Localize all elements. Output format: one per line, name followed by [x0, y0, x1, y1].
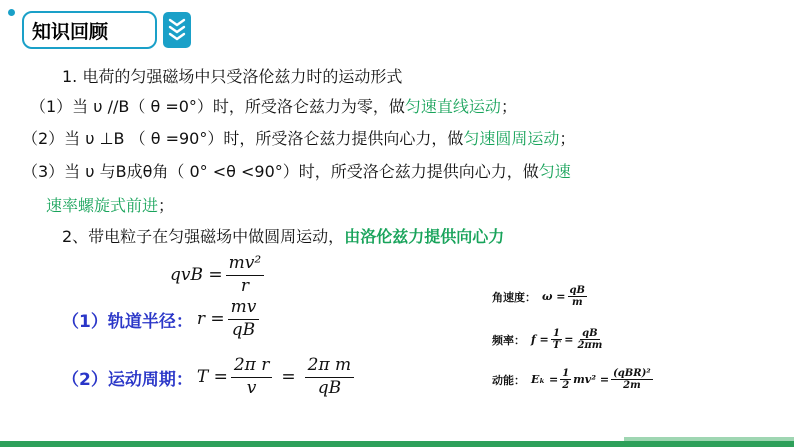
case-3-line: （3）当 υ 与B成θ角（ 0° <θ <90°）时，所受洛仑兹力提供向心力，做匀速 — [22, 162, 571, 181]
section-2-line: 2、带电粒子在匀强磁场中做圆周运动，由洛伦兹力提供向心力 — [62, 227, 505, 246]
angular-velocity-formula: 角速度： ω = $\frac{qB}{m}$ — [492, 285, 585, 308]
case-2-result: 匀速圆周运动 — [463, 129, 560, 148]
case-1-line: （1）当 υ //B（ θ =0°）时，所受洛仑兹力为零，做匀速直线运动； — [30, 97, 517, 116]
radius-fraction: $\frac{mv}{qB}$ — [228, 298, 260, 340]
section-title: 知识回顾 — [32, 20, 109, 43]
period-fraction-1: $\frac{\text{2π r}}{v}$ — [231, 356, 273, 398]
case-3-line-cont: 速率螺旋式前进； — [46, 196, 175, 215]
triple-chevron-down-icon[interactable] — [163, 12, 191, 48]
period-formula: （2）运动周期： T = $\frac{\text{2π r}}{v}$ = $\frac{\text{2π m}}{qB}$ — [62, 356, 357, 398]
case-3-result-end: 速率螺旋式前进 — [46, 196, 159, 215]
footer-bar — [0, 425, 794, 447]
section-2-highlight: 由洛伦兹力提供向心力 — [344, 227, 505, 246]
kinetic-energy-formula: 动能： Eₖ = $\frac{1}{2}$ mv² = $\frac{\text{(qBR)²}}{2m}$ — [492, 368, 651, 391]
formula-fraction: $\frac{\text{mv²}}{r}$ — [226, 254, 265, 296]
case-2-line: （2）当 υ ⊥B （ θ =90°）时，所受洛仑兹力提供向心力，做匀速圆周运动； — [22, 129, 576, 148]
radius-formula: （1）轨道半径： r = $\frac{mv}{qB}$ — [62, 298, 262, 340]
footer-accent-green — [0, 441, 794, 447]
case-1-result: 匀速直线运动 — [404, 97, 501, 116]
accent-dot — [8, 9, 15, 16]
case-3-result-start: 匀速 — [538, 162, 571, 181]
lorentz-centripetal-formula: qvB = $\frac{\text{mv²}}{r}$ — [170, 254, 267, 296]
intro-line: 1. 电荷的匀强磁场中只受洛伦兹力时的运动形式 — [62, 67, 403, 86]
frequency-formula: 频率： f = $\frac{1}{T}$ = $\frac{qB}{2\pi m}$ — [492, 328, 603, 351]
period-fraction-2: $\frac{\text{2π m}}{qB}$ — [305, 356, 355, 398]
section-title-box — [22, 11, 157, 49]
